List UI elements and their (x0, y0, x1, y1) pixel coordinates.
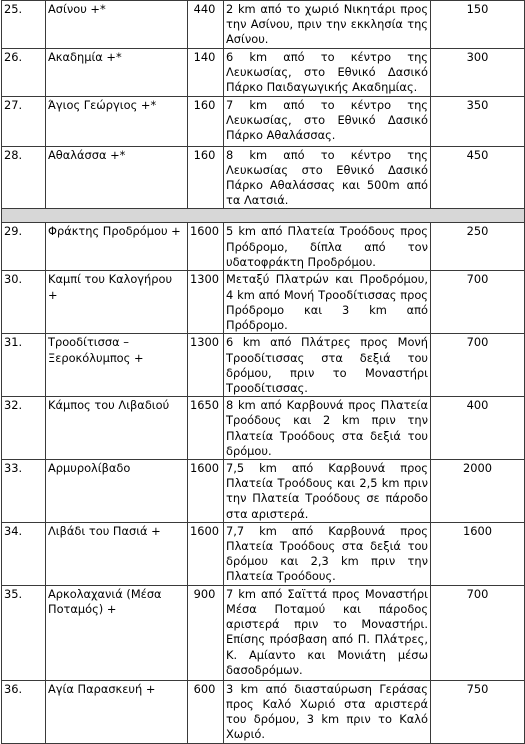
location-description: 6 km από Πλάτρες προς Μονή Τροοδίτισσας στα δεξιά του δρόμου, πριν το Μοναστήρι Τροοδίτισσας. (224, 334, 431, 397)
capacity: 750 (431, 680, 525, 743)
capacity: 400 (431, 397, 525, 460)
row-number: 35. (2, 585, 46, 680)
table-row (2, 585, 525, 680)
capacity: 450 (431, 146, 525, 209)
table-row (2, 460, 525, 523)
site-name: Φράκτης Προδρόμου + (46, 223, 188, 271)
table-row (2, 96, 525, 146)
capacity: 350 (431, 96, 525, 146)
location-description: 8 km από Καρβουνά προς Πλατεία Τροόδους και 2 km πριν την Πλατεία Τροόδους στα δεξιά του δρόμου. (224, 397, 431, 460)
location-description: 7 km από Σαϊττά προς Μοναστήρι Μέσα Ποταμού και πάροδος αριστερά πριν το Μοναστήρι. Επίσης πρόσβαση από Π. Πλάτρες, Κ. Αμίαντο και Μονιάτη μέσω δασοδρόμων. (224, 585, 431, 680)
capacity: 700 (431, 334, 525, 397)
site-name: Αρμυρολίβαδο (46, 460, 188, 523)
table-row (2, 680, 525, 743)
location-description: 7 km από το κέντρο της Λευκωσίας, στο Εθνικό Δασικό Πάρκο Αθαλάσσας. (224, 96, 431, 146)
altitude: 160 (188, 146, 224, 209)
altitude: 160 (188, 96, 224, 146)
altitude: 600 (188, 680, 224, 743)
capacity: 250 (431, 223, 525, 271)
location-description: Μεταξύ Πλατρών και Προδρόμου, 4 km από Μονή Τροοδίτισσας προς Πρόδρομο και 3 km από Πρόδρομο. (224, 271, 431, 334)
site-name: Άγιος Γεώργιος +* (46, 96, 188, 146)
site-name: Τροοδίτισσα – Ξεροκόλυμπος + (46, 334, 188, 397)
capacity: 300 (431, 48, 525, 96)
location-description: 5 km από Πλατεία Τροόδους προς Πρόδρομο, δίπλα από τον υδατοφράκτη Προδρόμου. (224, 223, 431, 271)
capacity: 700 (431, 585, 525, 680)
site-name: Κάμπος του Λιβαδιού (46, 397, 188, 460)
altitude: 140 (188, 48, 224, 96)
altitude: 1600 (188, 223, 224, 271)
row-number: 36. (2, 680, 46, 743)
row-number: 27. (2, 96, 46, 146)
altitude: 900 (188, 585, 224, 680)
table-row (2, 397, 525, 460)
site-name: Αγία Παρασκευή + (46, 680, 188, 743)
location-description: 7,7 km από Καρβουνά προς Πλατεία Τροόδους στα δεξιά του δρόμου και 2,3 km πριν την Πλατεία Τροόδους. (224, 522, 431, 585)
location-description: 6 km από το κέντρο της Λευκωσίας, στο Εθνικό Δασικό Πάρκο Παιδαγωγικής Ακαδημίας. (224, 48, 431, 96)
site-name: Αρκολαχανιά (Μέσα Ποταμός) + (46, 585, 188, 680)
site-name: Καμπί του Καλογήρου + (46, 271, 188, 334)
location-description: 2 km από το χωριό Νικητάρι προς την Ασίνου, πριν την εκκλησία της Ασίνου. (224, 1, 431, 49)
table-row (2, 271, 525, 334)
table-row (2, 223, 525, 271)
row-number: 34. (2, 522, 46, 585)
table-row (2, 1, 525, 49)
site-name: Ακαδημία +* (46, 48, 188, 96)
capacity: 150 (431, 1, 525, 49)
altitude: 1300 (188, 334, 224, 397)
location-description: 7,5 km από Καρβουνά προς Πλατεία Τροόδους και 2,5 km πριν την Πλατεία Τροόδους σε πάροδο στα αριστερά. (224, 460, 431, 523)
site-name: Ασίνου +* (46, 1, 188, 49)
capacity: 2000 (431, 460, 525, 523)
table-row (2, 522, 525, 585)
location-description: 3 km από διασταύρωση Γεράσας προς Καλό Χωριό στα αριστερά του δρόμου, 3 km πριν το Καλό Χωριό. (224, 680, 431, 743)
altitude: 1650 (188, 397, 224, 460)
table-row (2, 146, 525, 209)
capacity: 700 (431, 271, 525, 334)
table-row (2, 334, 525, 397)
row-number: 29. (2, 223, 46, 271)
site-name: Λιβάδι του Πασιά + (46, 522, 188, 585)
location-description: 8 km από το κέντρο της Λευκωσίας στο Εθνικό Δασικό Πάρκο Αθαλάσσας και 500m από τα Λατσιά. (224, 146, 431, 209)
altitude: 1600 (188, 460, 224, 523)
campsites-table (1, 0, 525, 744)
table-row (2, 48, 525, 96)
row-number: 30. (2, 271, 46, 334)
altitude: 1600 (188, 522, 224, 585)
capacity: 1600 (431, 522, 525, 585)
row-number: 33. (2, 460, 46, 523)
altitude: 440 (188, 1, 224, 49)
row-number: 26. (2, 48, 46, 96)
section-separator (2, 209, 525, 223)
row-number: 32. (2, 397, 46, 460)
site-name: Αθαλάσσα +* (46, 146, 188, 209)
row-number: 28. (2, 146, 46, 209)
row-number: 25. (2, 1, 46, 49)
row-number: 31. (2, 334, 46, 397)
altitude: 1300 (188, 271, 224, 334)
